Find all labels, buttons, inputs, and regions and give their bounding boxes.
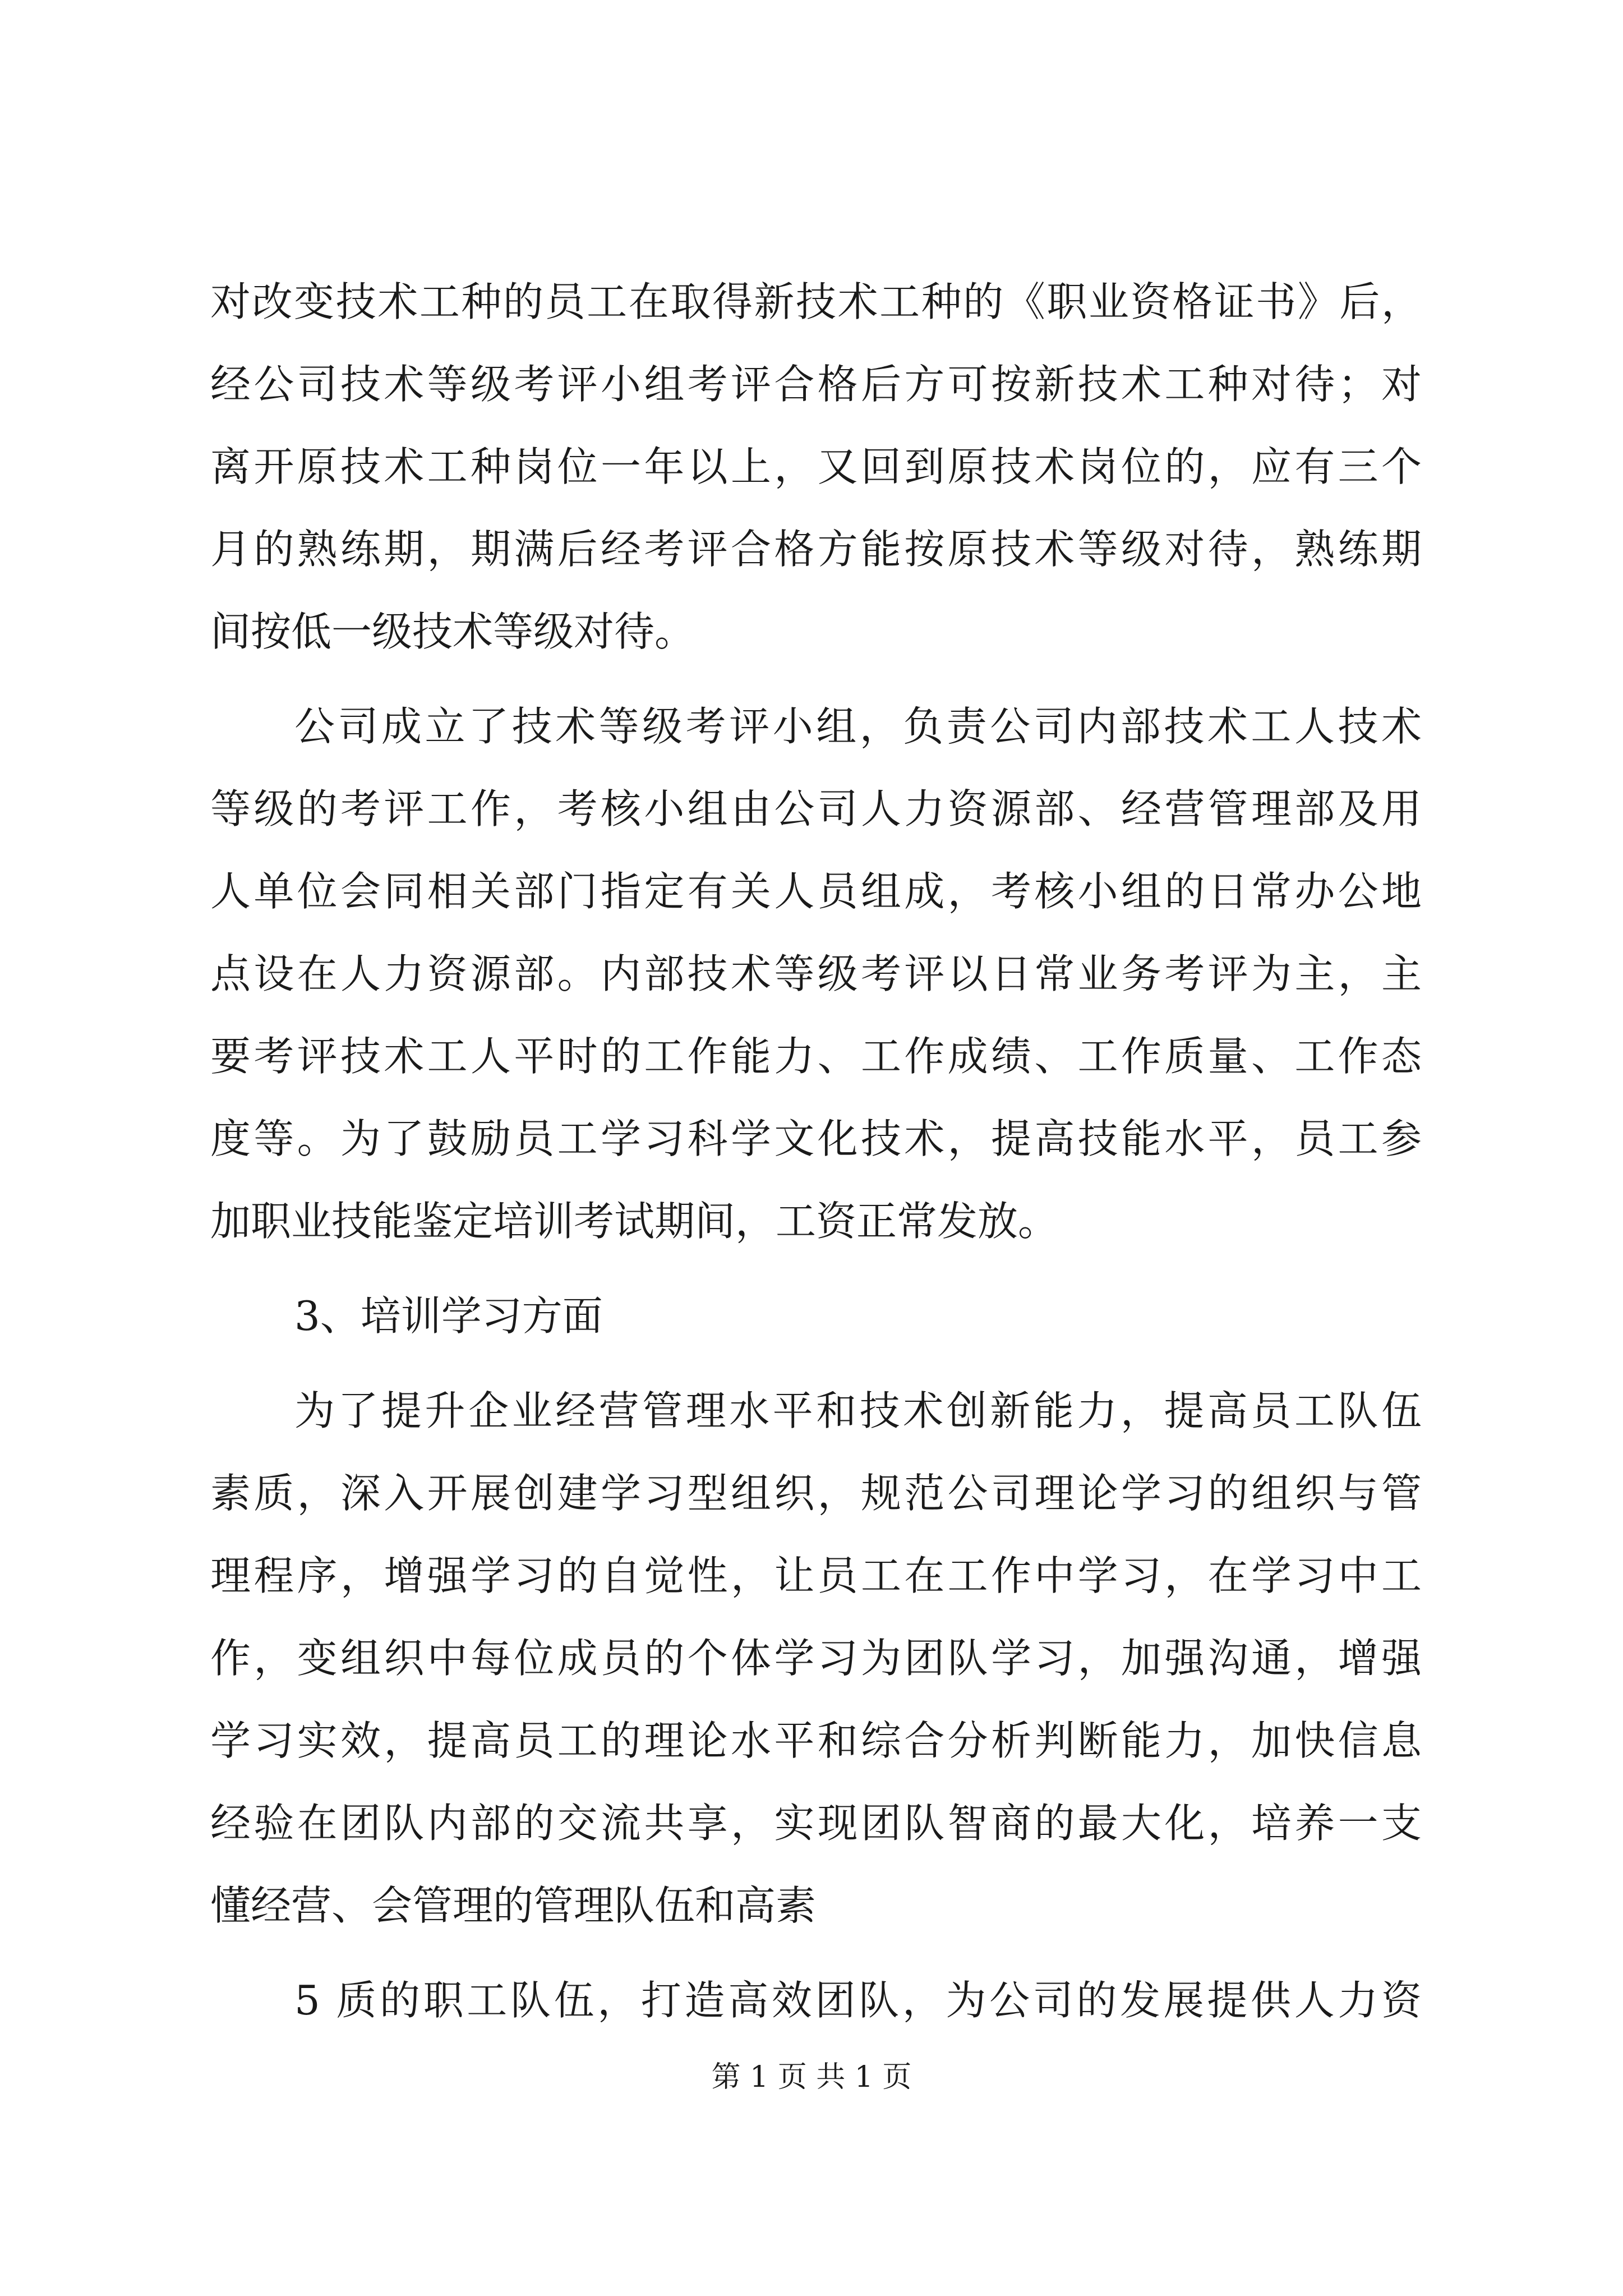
- paragraph-3-line-3: 理程序，增强学习的自觉性，让员工在工作中学习，在学习中工: [210, 1552, 1422, 1599]
- paragraph-3-line-1: 为了提升企业经营管理水平和技术创新能力，提高员工队伍: [294, 1387, 1422, 1434]
- paragraph-2-line-4: 点设在人力资源部。内部技术等级考评以日常业务考评为主，主: [210, 950, 1422, 997]
- paragraph-1-line-3: 离开原技术工种岗位一年以上，又回到原技术岗位的，应有三个: [210, 443, 1422, 490]
- paragraph-3-line-6: 经验在团队内部的交流共享，实现团队智商的最大化，培养一支: [210, 1800, 1422, 1847]
- paragraph-2-line-1: 公司成立了技术等级考评小组，负责公司内部技术工人技术: [294, 703, 1422, 750]
- paragraph-2-line-5: 要考评技术工人平时的工作能力、工作成绩、工作质量、工作态: [210, 1033, 1422, 1080]
- paragraph-3-line-2: 素质，深入开展创建学习型组织，规范公司理论学习的组织与管: [210, 1470, 1422, 1517]
- paragraph-1-line-5: 间按低一级技术等级对待。: [210, 608, 695, 655]
- paragraph-3-line-5: 学习实效，提高员工的理论水平和综合分析判断能力，加快信息: [210, 1717, 1422, 1764]
- paragraph-3-line-4: 作，变组织中每位成员的个体学习为团队学习，加强沟通，增强: [210, 1635, 1422, 1682]
- section-heading-training: 3、培训学习方面: [294, 1292, 603, 1340]
- document-body: [210, 261, 1422, 2042]
- paragraph-4-line-1: 5 质的职工队伍，打造高效团队，为公司的发展提供人力资: [294, 1977, 1422, 2024]
- paragraph-2-line-6: 度等。为了鼓励员工学习科学文化技术，提高技能水平，员工参: [210, 1115, 1422, 1162]
- page-number-footer: 第 1 页 共 1 页: [711, 2060, 912, 2094]
- paragraph-1-line-1: 对改变技术工种的员工在取得新技术工种的《职业资格证书》后，: [210, 278, 1422, 325]
- paragraph-1-line-2: 经公司技术等级考评小组考评合格后方可按新技术工种对待；对: [210, 361, 1422, 408]
- paragraph-2-line-2: 等级的考评工作，考核小组由公司人力资源部、经营管理部及用: [210, 785, 1422, 832]
- paragraph-3-line-7: 懂经营、会管理的管理队伍和高素: [210, 1882, 817, 1929]
- paragraph-2-line-7: 加职业技能鉴定培训考试期间，工资正常发放。: [210, 1198, 1059, 1245]
- paragraph-2-line-3: 人单位会同相关部门指定有关人员组成，考核小组的日常办公地: [210, 868, 1422, 915]
- paragraph-1-line-4: 月的熟练期，期满后经考评合格方能按原技术等级对待，熟练期: [210, 526, 1422, 573]
